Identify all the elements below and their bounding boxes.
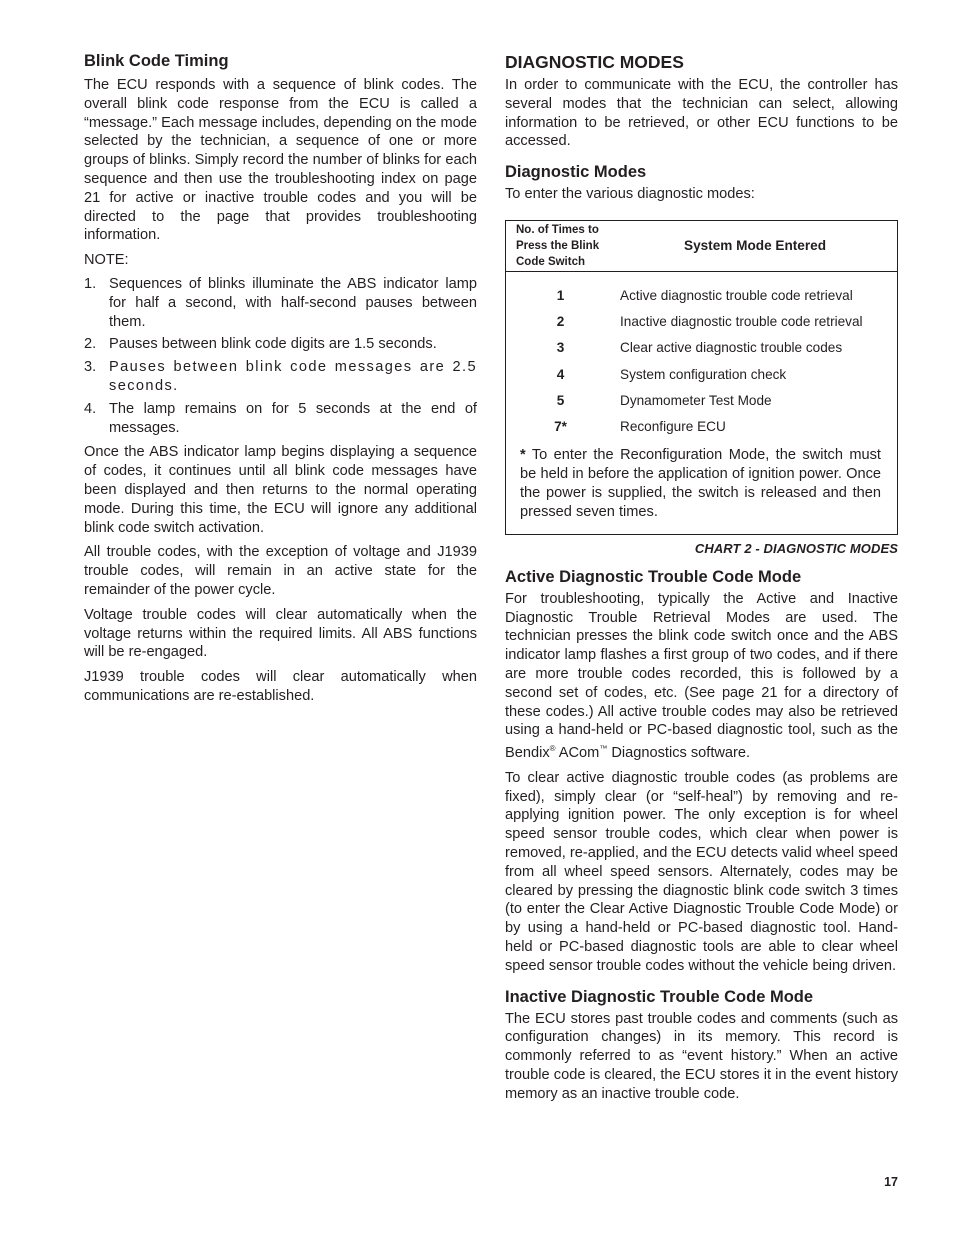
press-count-header: No. of Times to Press the Blink Code Switch (516, 223, 600, 268)
table-row: 7* Reconfigure ECU (554, 419, 726, 435)
chart-caption: CHART 2 - DIAGNOSTIC MODES (694, 540, 898, 556)
note-item: 4. The lamp remains on for 5 seconds at the end of messages. (84, 400, 477, 436)
diagnostic-modes-table (505, 220, 898, 535)
left-column (84, 50, 477, 712)
table-body (506, 272, 897, 534)
blink-code-intro: The ECU responds with a sequence of blink codes. The overall blink code response from the ECU is called a “message.” Each message includes, depending on the mode selected by the technician, a sequence of one or more groups of blinks. Simply record the number of blinks for each sequence and then use the troubleshooting index on page 21 for active or inactive trouble codes and you will be directed to the page that provides troubleshooting information. (84, 77, 477, 244)
note-item: 2. Pauses between blink code digits are 1.5 seconds. (84, 336, 437, 353)
trademark-mark: ™ (599, 744, 608, 754)
active-mode-heading: Active Diagnostic Trouble Code Mode (505, 567, 802, 586)
voltage-paragraph: Voltage trouble codes will clear automatically when the voltage returns within the required limits. All ABS functions will be re-engaged. (84, 606, 477, 661)
page-number: 17 (884, 1175, 898, 1189)
note-item: 1. Sequences of blinks illuminate the ABS indicator lamp for half a second, with half-second pauses between them. (84, 275, 477, 330)
j1939-paragraph: J1939 trouble codes will clear automatically when communications are re-established. (84, 669, 477, 704)
system-mode-header: System Mode Entered (684, 238, 827, 254)
registered-mark: ® (549, 744, 556, 754)
active-mode-paragraph-2: To clear active diagnostic trouble codes (as problems are fixed), simply clear (or “self-heal”) by removing and re-applying ignition power. The only exception is for wheel speed sensor trouble codes, which clear when power is removed, re-applied, and the ECU detects valid wheel speed from all wheel speed sensors. Alternately, codes may be cleared by pressing the diagnostic blink code switch 3 times (to enter the Clear Active Diagnostic Trouble Code Mode) or by using a hand-held or PC-based diagnostic tool. Hand-held or PC-based diagnostic tools are able to clear wheel speed sensor trouble codes without the vehicle being driven. (505, 769, 898, 974)
table-row: 5 Dynamometer Test Mode (556, 392, 772, 408)
table-row: 2 Inactive diagnostic trouble code retrieval (556, 313, 863, 329)
table-row: 1 Active diagnostic trouble code retrieval (556, 287, 853, 303)
table-header (506, 221, 897, 272)
note-label: NOTE: (84, 252, 129, 269)
right-column (505, 50, 898, 1110)
active-mode-paragraph-1: For troubleshooting, typically the Active and Inactive Diagnostic Trouble Retrieval Modes are used. The technician presses the blink code switch once and the ABS indicator lamp flashes a first group of two codes, and if there are more trouble codes recorded, this is followed by a second set of codes, etc. (See page 21 for a directory of these codes.) All active trouble codes may also be retrieved using a hand-held or PC-based diagnostic tool, such as the Bendix® ACom™ Diagnostics software. (505, 590, 898, 761)
blink-code-timing-heading: Blink Code Timing (84, 52, 229, 70)
notes-list (84, 275, 477, 437)
all-trouble-codes-paragraph: All trouble codes, with the exception of voltage and J1939 trouble codes, will remain in an active state for the remainder of the power cycle. (84, 544, 477, 598)
table-row: 4 System configuration check (556, 366, 787, 382)
diagnostic-intro: In order to communicate with the ECU, the controller has several modes that the technician can select, allowing information to be retrieved, or other ECU functions to be accessed. (505, 77, 898, 150)
inactive-mode-paragraph: The ECU stores past trouble codes and comments (such as configuration changes) in its memory. This record is commonly referred to as “event history.” When an active trouble code is cleared, the ECU stores it in the event history memory as an inactive trouble code. (505, 1010, 898, 1102)
enter-modes-text: To enter the various diagnostic modes: (505, 186, 755, 203)
diagnostic-modes-heading: DIAGNOSTIC MODES (505, 52, 684, 72)
inactive-mode-heading: Inactive Diagnostic Trouble Code Mode (505, 987, 814, 1006)
note-item: 3. Pauses between blink code messages are 2.5 seconds. (84, 359, 477, 394)
diagnostic-modes-subheading: Diagnostic Modes (505, 163, 647, 182)
table-row: 3 Clear active diagnostic trouble codes (556, 340, 843, 356)
reconfiguration-footnote: * To enter the Reconfiguration Mode, the switch must be held in before the application of ignition power. Once the power is supplied, the switch is released and then pressed seven times. (520, 446, 881, 520)
once-paragraph: Once the ABS indicator lamp begins displaying a sequence of codes, it continues until all blink code messages have been displayed and then returns to the normal operating mode. During this time, the ECU will ignore any additional blink code switch activation. (84, 444, 477, 536)
